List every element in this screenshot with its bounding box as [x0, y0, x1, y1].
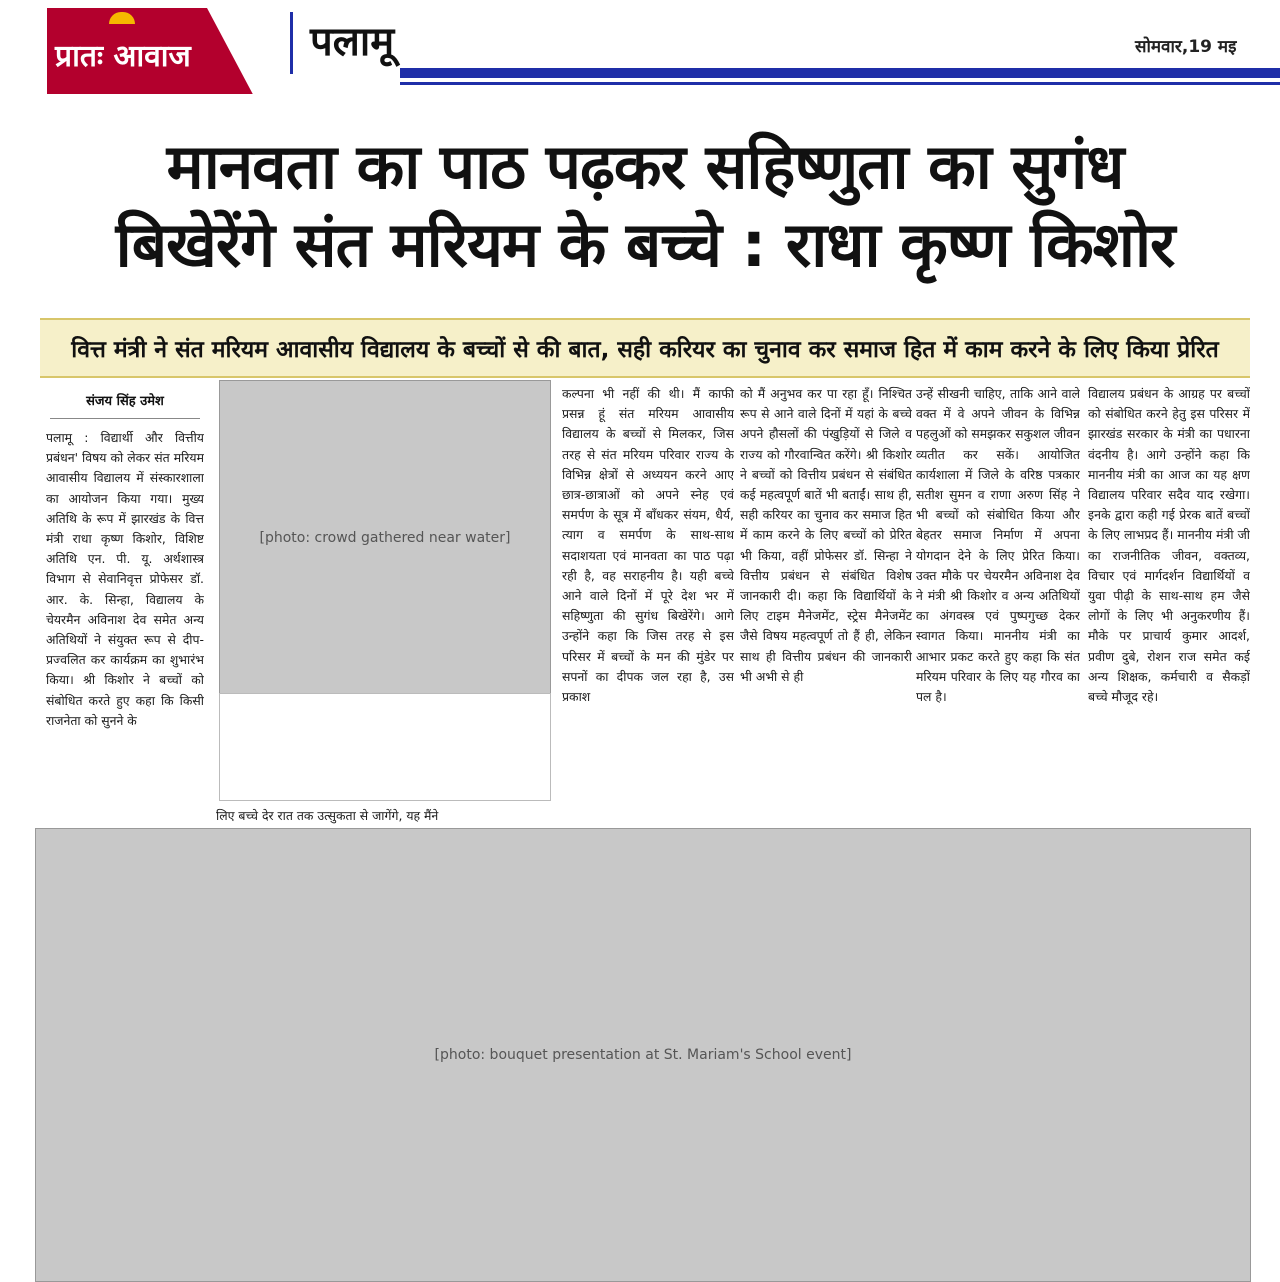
article-column-5: विद्यालय प्रबंधन के आग्रह पर बच्चों को संबोधित करने हेतु इस परिसर में झारखंड सरकार के मंत्री का पधारना वंदनीय है। आगे उन्होंने कहा कि माननीय मंत्री का आज का यह क्षण विद्यालय परिवार सदैव याद रखेगा। इनके द्वारा कही गई प्रेरक बातें बच्चों के लिए लाभप्रद हैं। माननीय मंत्री जी का राजनीतिक जीवन, वक्तव्य, विचार एवं मार्गदर्शन विद्यार्थियों व युवा पीढ़ी के साथ-साथ हम जैसे लोगों के लिए भी अनुकरणीय हैं। मौके पर प्राचार्य कुमार आदर्श, प्रवीण दुबे, रोशन राज समेत कई अन्य शिक्षक, कर्मचारी व सैकड़ों बच्चे मौजूद रहे। — [1088, 386, 1250, 705]
photo-caption-area — [219, 693, 551, 801]
section-title: पलामू — [310, 19, 395, 65]
headline — [40, 128, 1250, 284]
dateline: सोमवार,19 मइ — [1135, 37, 1237, 57]
deck-text: वित्त मंत्री ने संत मरियम आवासीय विद्यालय के बच्चों से की बात, सही करियर का चुनाव कर समाज हित में काम करने के लिए किया प्रेरित — [71, 337, 1219, 363]
masthead-rule-thin — [400, 82, 1280, 85]
byline: संजय सिंह उमेश — [86, 394, 164, 409]
sun-icon — [109, 12, 135, 24]
crowd-photo: [photo: crowd gathered near water] — [219, 380, 551, 695]
masthead-rule — [400, 68, 1280, 78]
article-column-1-continuation: लिए बच्चे देर रात तक उत्सुकता से जागेंगे, यह मैंने — [216, 808, 439, 823]
article-column-3: को मैं अनुभव कर पा रहा हूँ। निश्चित रूप से आने वाले दिनों में यहां के बच्चे अपने हौसलों की पंखुड़ियों से जिले व राज्य को गौरवान्वित करेंगे। श्री किशोर ने बच्चों को वित्तीय प्रबंधन से संबंधित कई महत्वपूर्ण बातें भी बताईं। साथ ही, सही करियर का चुनाव कर समाज हित में काम करने के लिए बच्चों को प्रेरित भी किया, वहीं प्रोफेसर डॉ. सिन्हा ने वित्तीय प्रबंधन से संबंधित विशेष जानकारी दी। कहा कि विद्यार्थियों के लिए टाइम मैनेजमेंट, स्ट्रेस मैनेजमेंट जैसे विषय महत्वपूर्ण तो हैं ही, लेकिन साथ ही वित्तीय प्रबंधन की जानकारी भी अभी से ही — [740, 386, 912, 684]
article-column-4: उन्हें सीखनी चाहिए, ताकि आने वाले वक्त में वे अपने जीवन के विभिन्न पहलुओं को समझकर सकुशल जीवन व्यतीत कर सकें। आयोजित कार्यशाला में जिले के वरिष्ठ पत्रकार सतीश सुमन व राणा अरुण सिंह ने भी बच्चों को संबोधित किया और बेहतर समाज निर्माण में अपना योगदान देने के लिए प्रेरित किया। उक्त मौके पर चेयरमैन अविनाश देव ने मंत्री श्री किशोर व अन्य अतिथियों का अंगवस्त्र एवं पुष्पगुच्छ देकर स्वागत किया। माननीय मंत्री का आभार प्रकट करते हुए कहा कि संत मरियम परिवार के लिए यह गौरव का पल है। — [916, 386, 1080, 705]
event-photo: [photo: bouquet presentation at St. Mariam's School event] — [35, 828, 1251, 1282]
logo-text: प्रातः आवाज — [55, 39, 191, 74]
article-column-1: पलामू : विद्यार्थी और वित्तीय प्रबंधन' विषय को लेकर संत मरियम आवासीय विद्यालय में संस्कारशाला का आयोजन किया गया। मुख्य अतिथि के रूप में झारखंड के वित्त मंत्री राधा कृष्ण किशोर, विशिष्ट अतिथि एन. पी. यू. अर्थशास्त्र विभाग से सेवानिवृत्त प्रोफेसर डॉ. आर. के. सिन्हा, विद्यालय के चेयरमैन अविनाश देव समेत अन्य अतिथियों ने संयुक्त रूप से दीप-प्रज्वलित कर कार्यक्रम का शुभारंभ किया। श्री किशोर ने बच्चों को संबोधित करते हुए कहा कि किसी राजनेता को सुनने के — [46, 430, 204, 728]
headline-line-2: बिखेरेंगे संत मरियम के बच्चे : राधा कृष्ण किशोर — [115, 208, 1175, 281]
headline-line-1: मानवता का पाठ पढ़कर सहिष्णुता का सुगंध — [166, 130, 1124, 203]
article-column-2: कल्पना भी नहीं की थी। मैं काफी प्रसन्न हूं संत मरियम आवासीय विद्यालय के बच्चों से मिलकर, जिस तरह से संत मरियम परिवार राज्य के विभिन्न क्षेत्रों से अध्ययन करने आए छात्र-छात्राओं को अपने स्नेह एवं समर्पण के सूत्र में बाँधकर संयम, धैर्य, त्याग व समर्पण के साथ-साथ सदाशयता एवं मानवता का पाठ पढ़ा रही है, वह सराहनीय है। यही बच्चे आने वाले दिनों में पूरे देश भर में सहिष्णुता की सुगंध बिखेरेंगे। आगे उन्होंने कहा कि जिस तरह से इस परिसर में बच्चों के मन की मुंडेर पर सपनों का दीपक जल रहा है, उस प्रकाश — [562, 386, 734, 705]
byline-rule — [50, 418, 200, 419]
